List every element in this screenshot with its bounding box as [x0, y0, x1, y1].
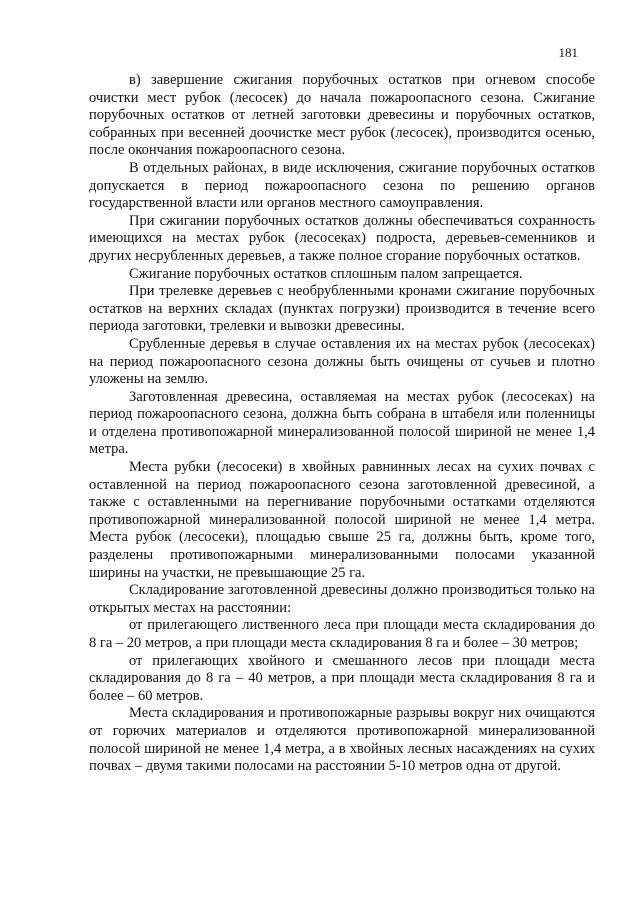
- paragraph: от прилегающего лиственного леса при площади места складирования до 8 га – 20 метров, а при площади места складирования 8 га и более – 30 метров;: [89, 617, 595, 651]
- paragraph: При трелевке деревьев с необрубленными кронами сжигание порубочных остатков на верхних складах (пунктах погрузки) производится в течение всего периода заготовки, трелевки и вывозки древесины.: [89, 283, 595, 335]
- paragraph: Места рубки (лесосеки) в хвойных равнинных лесах на сухих почвах с оставленной на период пожароопасного сезона заготовленной древесиной, а также с оставленными на перегнивание порубочными остатками отделяются противопожарной минерализованной полосой шириной не менее 1,4 метра. Места рубок (лесосеки), площадью свыше 25 га, должны быть, кроме того, разделены противопожарными минерализованными полосами указанной ширины на участки, не превышающие 25 га.: [89, 459, 595, 581]
- paragraph: от прилегающих хвойного и смешанного лесов при площади места складирования до 8 га – 40 метров, а при площади места складирования 8 га и более – 60 метров.: [89, 652, 595, 704]
- paragraph: При сжигании порубочных остатков должны обеспечиваться сохранность имеющихся на местах рубок (лесосеках) подроста, деревьев-семенников и других несрубленных деревьев, а также полное сгорание порубочных остатков.: [89, 212, 595, 264]
- paragraph: Складирование заготовленной древесины должно производиться только на открытых местах на расстоянии:: [89, 582, 595, 616]
- paragraph: В отдельных районах, в виде исключения, сжигание порубочных остатков допускается в период пожароопасного сезона по решению органов государственной власти или органов местного самоуправления.: [89, 159, 595, 212]
- paragraph: Сжигание порубочных остатков сплошным палом запрещается.: [129, 265, 523, 282]
- paragraph: Заготовленная древесина, оставляемая на местах рубок (лесосеках) на период пожароопасного сезона, должна быть собрана в штабеля или поленницы и отделена противопожарной минерализованной полосой шириной не менее 1,4 метра.: [89, 388, 595, 458]
- paragraph: в) завершение сжигания порубочных остатков при огневом способе очистки мест рубок (лесосек) до начала пожароопасного сезона. Сжигание порубочных остатков от летней заготовки древесины и порубочных остатков, собранных при весенней доочистке мест рубок (лесосек), производится осенью, после окончания пожароопасного сезона.: [89, 72, 595, 159]
- paragraph: Срубленные деревья в случае оставления их на местах рубок (лесосеках) на период пожароопасного сезона должны быть очищены от сучьев и плотно уложены на землю.: [89, 335, 595, 388]
- page-number: 181: [558, 45, 578, 60]
- paragraph: Места складирования и противопожарные разрывы вокруг них очищаются от горючих материалов и отделяются противопожарной минерализованной полосой шириной не менее 1,4 метра, а в хвойных лесных насаждениях на сухих почвах – двумя такими полосами на расстоянии 5-10 метров одна от другой.: [89, 705, 595, 775]
- body-text: [89, 72, 595, 776]
